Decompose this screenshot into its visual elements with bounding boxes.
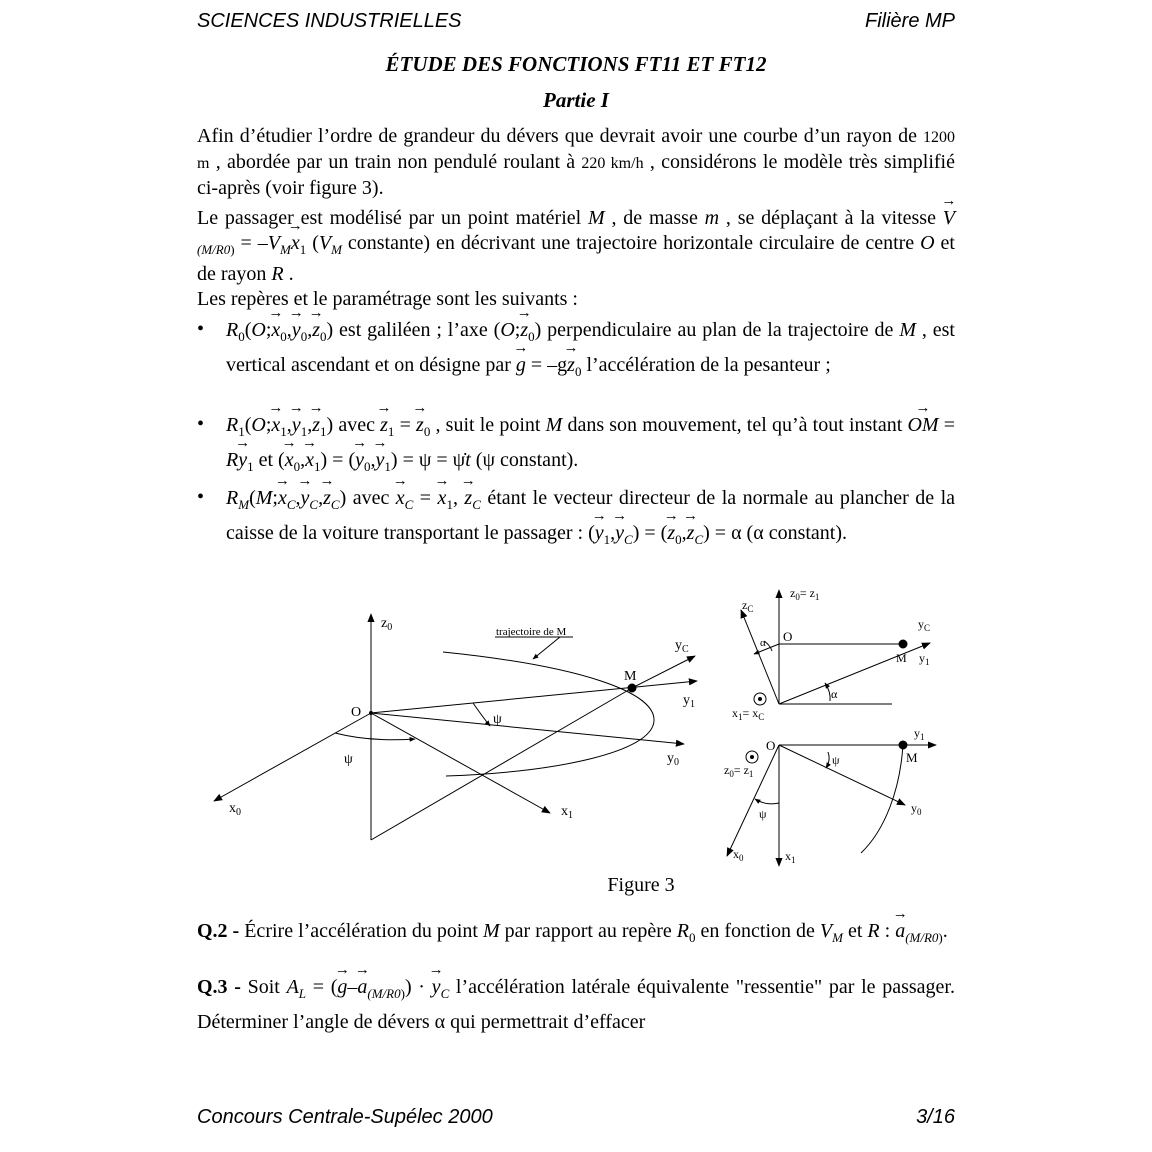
axis-y0-diag	[779, 745, 905, 805]
axis-yc-small	[779, 643, 930, 704]
label-zc: $z_C$	[742, 598, 754, 614]
psi-arc-top	[473, 703, 490, 726]
z0-symbol-dot	[751, 756, 754, 759]
label-alpha-upper: α	[760, 637, 766, 649]
bullet-frame-r0: $R_0(O;\to x_0,\to y_0,\to z_0)$ est galiléen ; l’axe (O;→ $z_0$) perpendiculaire au plan de la trajectoire de M , est vertical ascendant et on désigne par → $g = -g\to z_0$ l’accélération de la pesanteur ;	[226, 316, 955, 386]
label-y1-top: $y_1$	[914, 726, 925, 742]
diagram-vertical-plane-labels	[732, 586, 930, 722]
bullet-dot: •	[197, 486, 205, 508]
label-o-small: O	[783, 629, 793, 644]
page-title: ÉTUDE DES FONCTIONS FT11 ET FT12	[385, 52, 767, 76]
trajectory-pointer	[533, 637, 560, 659]
alpha-arc-upper	[764, 641, 772, 651]
label-alpha-lower: α	[831, 687, 838, 701]
psi-arc-bottom	[335, 733, 415, 740]
label-m-small: M	[896, 651, 907, 665]
trajectory-arc	[443, 652, 654, 776]
axis-x0-small	[727, 745, 779, 856]
figure-caption: Figure 3	[607, 874, 675, 896]
label-y0-top: $y_0$	[911, 801, 922, 817]
bullet-frame-rm: $R_M(M;\to x_C,\to y_C,\to z_C)$ avec → $x_C$ = → $x_1$, → $z_C$ étant le vecteur directeur de la normale au plancher de la caisse de la voiture transportant le passager : (→ $y_1,\to y_C$) = (→ $z_0,\to z_C) = \alpha$ (α constant).	[226, 484, 955, 554]
label-x1: $x_1$	[561, 804, 573, 821]
z0-out-of-plane-symbol	[746, 751, 758, 763]
main-3d-labels	[229, 616, 695, 821]
label-z0-eq-z1-top: $z_0= z_1$	[724, 763, 754, 779]
normal-line	[754, 644, 779, 654]
question-3-label: Q.3 -	[197, 976, 241, 998]
header-right: Filière MP	[864, 10, 955, 32]
question-3: Q.3 - Soit $A_L$ = (→ $g-\to a_{(M/R0)}$) · → $y_C$ l’accélération latérale équivalente "ressentie" par le passager. Déterminer l’angle de dévers α qui permettrait d’effacer	[197, 973, 955, 1036]
axis-yc	[632, 656, 695, 688]
label-m-top: M	[906, 750, 918, 765]
label-x1-top: $x_1$	[785, 849, 796, 865]
label-yc: $y_C$	[675, 638, 689, 655]
xc-symbol-dot	[759, 698, 762, 701]
point-m-small	[899, 640, 907, 648]
label-psi-bottom: ψ	[344, 752, 353, 767]
label-x0-top: $x_0$	[733, 847, 744, 863]
bullet-frame-r1: $R_1(O;\to x_1,\to y_1,\to z_1)$ avec → $z_1$ = → $z_0$ , suit le point M dans son mouvement, tel qu’à tout instant → OM = $R\to y_1$ et (→ $x_0,\to x_1$) = (→ $y_0,\to y_1) = \psi$ = ψ̇t (ψ constant).	[226, 411, 955, 481]
question-2-label: Q.2 -	[197, 920, 240, 942]
axis-y1	[371, 681, 697, 713]
header-left: SCIENCES INDUSTRIELLES	[197, 10, 462, 32]
label-m: M	[624, 669, 637, 684]
section-title: Partie I	[543, 88, 609, 112]
main-3d-diagram	[214, 614, 697, 840]
axis-x0	[214, 713, 371, 801]
bullet-dot: •	[197, 318, 205, 340]
label-z0-eq-z1: $z_0= z_1$	[790, 586, 820, 602]
label-psi-small-lower: ψ	[759, 807, 767, 821]
point-m-top	[899, 741, 907, 749]
diagram-vertical-plane	[741, 590, 930, 705]
diagram-top-view-labels	[724, 726, 925, 865]
diagram-top-view	[727, 741, 936, 866]
label-o: O	[351, 705, 362, 720]
footer-page-number: 3/16	[916, 1106, 955, 1128]
psi-arc-small	[826, 752, 829, 768]
label-x0: $x_0$	[229, 801, 241, 818]
point-o	[370, 712, 373, 715]
label-psi-top: ψ	[493, 712, 502, 727]
label-y0: $y_0$	[667, 751, 679, 768]
xc-out-of-plane-symbol	[754, 693, 766, 705]
alpha-arc-lower	[825, 683, 830, 701]
speed-value: 220 km/h	[581, 155, 644, 172]
footer-left: Concours Centrale-Supélec 2000	[197, 1106, 493, 1128]
label-y1: $y_1$	[683, 693, 695, 710]
label-psi-small: ψ	[832, 753, 840, 767]
paragraph-model: Le passager est modélisé par un point matériel M , de masse m , se déplaçant à la vitesse → $V_{(M/R0)} = -V_M\to x_1$ ($V_M$ constante) en décrivant une trajectoire horizontale circulaire de centre O et de rayon R .	[197, 206, 955, 287]
label-y1-small: $y_1$	[919, 651, 930, 667]
point-m	[628, 684, 636, 692]
trajectory-arc-small	[861, 745, 903, 853]
paragraph-frames: Les repères et le paramétrage sont les suivants :	[197, 288, 578, 310]
axis-zc	[741, 610, 779, 704]
axis-x1	[371, 713, 550, 813]
projection-line	[371, 688, 632, 840]
axis-y0	[371, 713, 684, 744]
label-z0: $z_0$	[381, 616, 393, 633]
label-yc-small: $y_C$	[918, 617, 931, 633]
question-2: Q.2 - Écrire l’accélération du point M par rapport au repère $R_0$ en fonction de $V_M$ et R : → $a_{(M/R0)}$.	[197, 917, 955, 952]
psi-arc-small-lower	[755, 799, 779, 804]
label-x1-eq-xc: $x_1= x_C$	[732, 706, 765, 722]
radius-value: 1200 m	[197, 129, 955, 172]
label-o-top: O	[766, 738, 776, 753]
label-trajectory: trajectoire de M	[496, 626, 567, 638]
bullet-dot: •	[197, 413, 205, 435]
paragraph-intro: Afin d’étudier l’ordre de grandeur du dévers que devrait avoir une courbe d’un rayon de 1200 m , abordée par un train non pendulé roulant à 220 km/h , considérons le modèle très simplifié ci-après (voir figure 3).	[197, 125, 955, 199]
